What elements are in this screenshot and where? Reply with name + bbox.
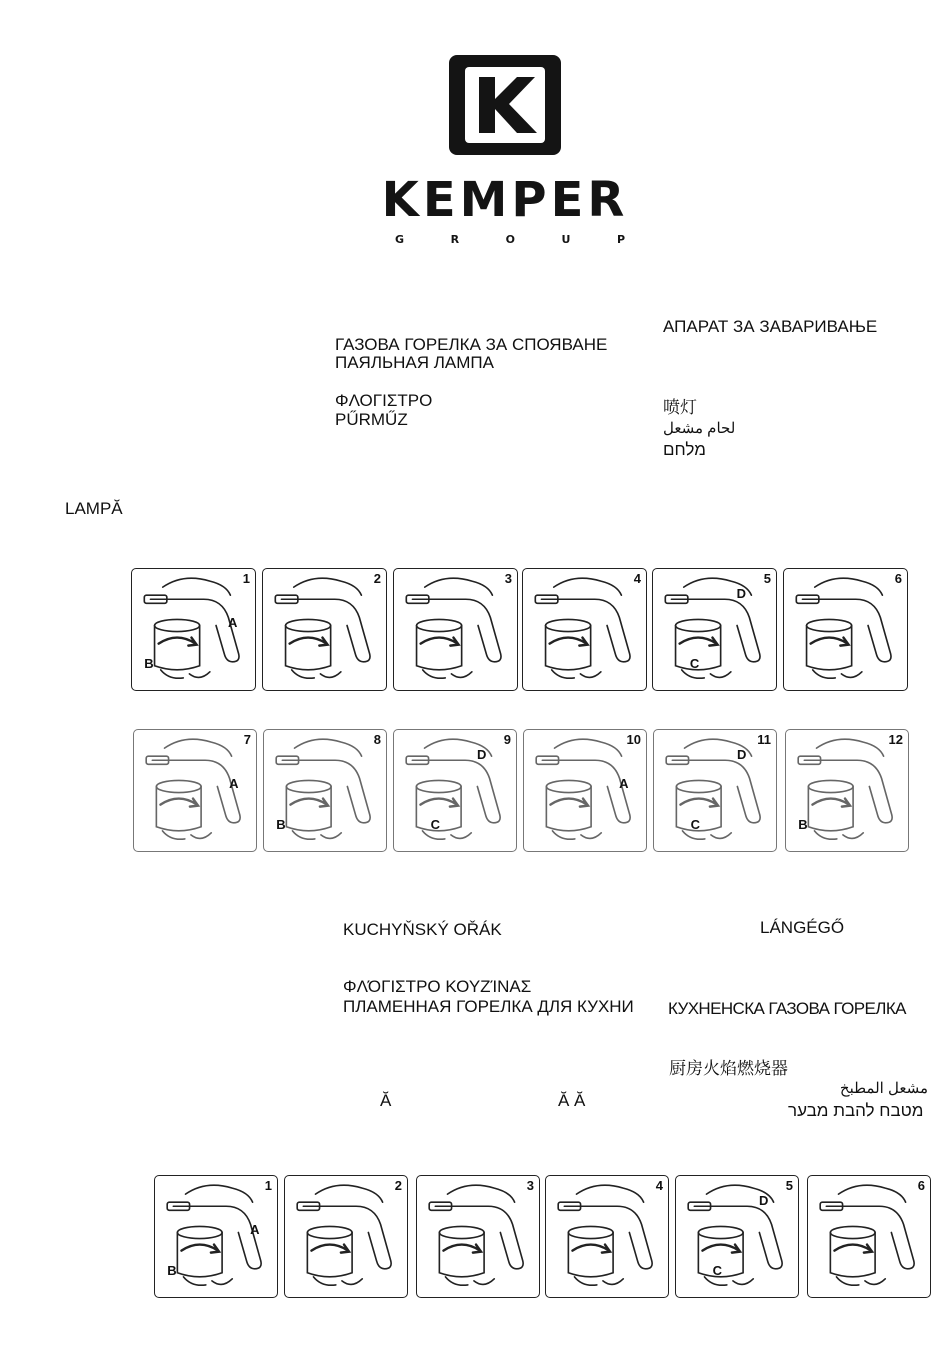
torch-sketch-icon <box>394 730 516 851</box>
step-number: 1 <box>264 1178 272 1193</box>
bg-title: ГАЗОВА ГОРЕЛКА ЗА СПОЯВАНЕ <box>335 335 608 354</box>
torch-sketch-icon <box>786 730 908 851</box>
step-illustration <box>393 729 517 852</box>
step-illustration <box>154 1175 278 1298</box>
step-number: 6 <box>894 571 902 586</box>
step-number: 12 <box>888 732 903 747</box>
part-label-d: D <box>476 746 487 762</box>
k-letter-icon <box>449 55 561 155</box>
logo-sub-letter: U <box>561 233 571 246</box>
part-label-d: D <box>758 1192 769 1208</box>
step-number: 7 <box>243 732 251 747</box>
cs-title: KUCHYŇSKÝ OŘÁK <box>343 920 502 939</box>
ar-title: لحام مشعل <box>663 420 736 437</box>
ar-kitchen-title: مشعل المطبخ <box>839 1080 928 1097</box>
step-number: 1 <box>242 571 250 586</box>
step-number: 6 <box>917 1178 925 1193</box>
step-number: 5 <box>785 1178 793 1193</box>
step-illustration <box>675 1175 799 1298</box>
part-label-a: A <box>250 1221 260 1237</box>
step-illustration <box>545 1175 669 1298</box>
step-illustration <box>785 729 909 852</box>
step-illustration <box>523 729 647 852</box>
sr-title: АПАРАТ ЗА ЗАВАРИВАЊЕ <box>663 317 878 336</box>
torch-sketch-icon <box>676 1176 798 1297</box>
ro-kitchen-char: Ă <box>380 1091 392 1110</box>
he-title: מלחם <box>663 440 706 459</box>
hu-title: PŰRMŰZ <box>335 410 408 429</box>
step-illustration <box>522 568 647 691</box>
step-number: 3 <box>504 571 512 586</box>
step-number: 5 <box>763 571 771 586</box>
logo-sub-letter: P <box>616 233 625 246</box>
step-illustration <box>807 1175 931 1298</box>
step-number: 2 <box>373 571 381 586</box>
zh-kitchen-title: 厨房火焰燃烧器 <box>669 1059 788 1078</box>
torch-sketch-icon <box>417 1176 539 1297</box>
logo-wordmark: KEMPER <box>381 172 629 228</box>
step-illustration <box>416 1175 540 1298</box>
step-number: 3 <box>526 1178 534 1193</box>
torch-sketch-icon <box>654 730 776 851</box>
torch-sketch-icon <box>653 569 776 690</box>
torch-sketch-icon <box>263 569 386 690</box>
step-number: 11 <box>757 732 771 747</box>
ro-title: LAMPĂ <box>65 499 123 518</box>
part-label-b: B <box>798 817 808 833</box>
step-number: 10 <box>626 732 641 747</box>
part-label-c: C <box>690 817 700 833</box>
logo-sub-letter: O <box>505 233 515 246</box>
part-label-d: D <box>736 585 747 601</box>
part-label-a: A <box>227 614 238 630</box>
step-illustration <box>263 729 387 852</box>
el-title: ΦΛΟΓΙΣΤΡΟ <box>335 391 433 410</box>
step-illustration <box>284 1175 408 1298</box>
step-number: 4 <box>655 1178 663 1193</box>
he-kitchen-title: מטבח להבת מבער <box>788 1101 924 1120</box>
step-number: 2 <box>394 1178 402 1193</box>
part-label-d: D <box>736 746 747 762</box>
logo-subtitle <box>395 233 625 246</box>
torch-sketch-icon <box>784 569 907 690</box>
logo-sub-letter: R <box>450 233 460 246</box>
torch-sketch-icon <box>546 1176 668 1297</box>
mk-kitchen-title: КУХНЕНСКА ГАЗОВА ГОРЕЛКА <box>668 999 906 1018</box>
kemper-logo-mark <box>449 55 561 155</box>
logo-sub-letter: G <box>395 233 405 246</box>
part-label-a: A <box>619 775 629 791</box>
hu-kitchen-title: LÁNGÉGŐ <box>760 918 845 937</box>
part-label-b: B <box>167 1263 177 1279</box>
torch-sketch-icon <box>264 730 386 851</box>
part-label-c: C <box>689 656 700 672</box>
zh-title: 喷灯 <box>663 398 697 417</box>
part-label-c: C <box>712 1263 722 1279</box>
torch-sketch-icon <box>285 1176 407 1297</box>
part-label-b: B <box>144 656 154 672</box>
step-illustration <box>652 568 777 691</box>
torch-sketch-icon <box>523 569 646 690</box>
step-number: 9 <box>503 732 511 747</box>
step-illustration <box>133 729 257 852</box>
ru-title: ПАЯЛЬНАЯ ЛАМПА <box>335 353 494 372</box>
ru-kitchen-title: ПЛАМЕННАЯ ГОРЕЛКА ДЛЯ КУХНИ <box>343 997 634 1016</box>
step-number: 8 <box>373 732 381 747</box>
step-illustration <box>262 568 387 691</box>
el-kitchen-title: ΦΛΌΓΙΣΤΡΟ ΚΟΥΖΊΝΑΣ <box>343 977 532 996</box>
torch-sketch-icon <box>808 1176 930 1297</box>
step-illustration <box>131 568 256 691</box>
part-label-a: A <box>229 775 239 791</box>
ro-kitchen-chars: Ă Ă <box>558 1091 586 1110</box>
step-illustration <box>653 729 777 852</box>
part-label-c: C <box>430 817 440 833</box>
step-number: 4 <box>633 571 641 586</box>
torch-sketch-icon <box>394 569 517 690</box>
step-illustration <box>783 568 908 691</box>
step-illustration <box>393 568 518 691</box>
part-label-b: B <box>276 817 286 833</box>
